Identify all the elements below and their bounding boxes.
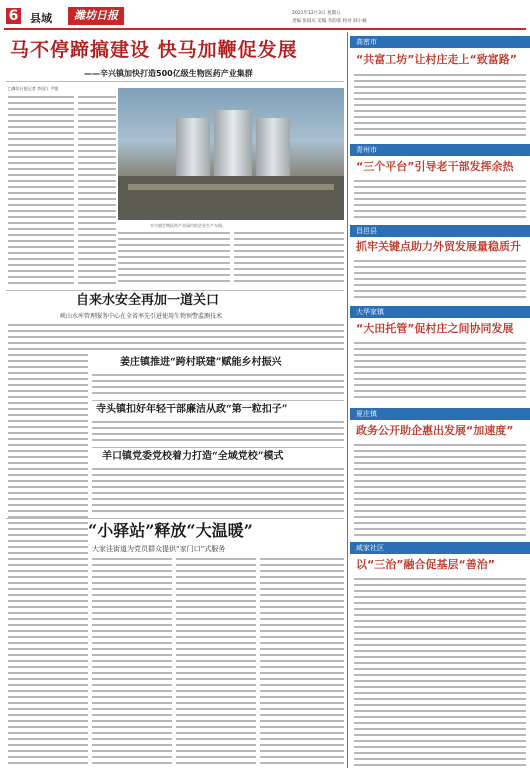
article-4-body <box>92 466 344 514</box>
lead-photo <box>118 88 344 220</box>
sidebar-title-5: 政务公开助企惠出发展“加速度” <box>356 424 514 437</box>
sidebar-body-1 <box>354 72 526 138</box>
lead-photo-caption: 辛兴镇生物医药产业园内的企业生产车间。 <box>150 223 226 228</box>
article-2-body <box>92 372 344 396</box>
sidebar-body-4 <box>354 340 526 400</box>
article-5-subtitle: 大家洼街道为党员群众提供“家门口”式服务 <box>92 545 226 553</box>
article-divider-5 <box>6 518 344 519</box>
masthead-rule <box>4 28 526 30</box>
date-line: 2021年12月3日 星期五 <box>292 11 341 16</box>
article-3-body <box>92 419 344 443</box>
pipe-rack <box>128 184 334 190</box>
sidebar-title-4: “大田托管”促村庄之间协同发展 <box>356 322 514 335</box>
sidebar-body-3 <box>354 258 526 302</box>
sidebar-body-5 <box>354 442 526 536</box>
article-1-title: 自来水安全再加一道关口 <box>76 293 220 308</box>
article-3-title: 寺头镇扣好年轻干部廉洁从政“第一粒扣子” <box>96 404 288 415</box>
article-divider-1 <box>6 290 344 291</box>
article-divider-4 <box>92 447 344 448</box>
sidebar-section-3: 昌邑县 <box>350 225 530 237</box>
lead-body-col3 <box>118 230 230 286</box>
sidebar-section-2: 青州市 <box>350 144 530 156</box>
sidebar-title-1: “共富工坊”让村庄走上“致富路” <box>356 53 517 66</box>
article-5-col2 <box>92 556 172 768</box>
article-5-col1 <box>8 556 88 768</box>
sidebar-section-4: 大华家镇 <box>350 306 530 318</box>
article-5-title: “小驿站”释放“大温暖” <box>88 521 253 540</box>
sidebar-title-3: 抓牢关键点助力外贸发展量稳质升 <box>356 240 521 253</box>
sidebar-section-6: 咸家社区 <box>350 542 530 554</box>
lead-body-col4 <box>234 230 344 286</box>
sidebar-body-2 <box>354 178 526 220</box>
sidebar-section-1: 高密市 <box>350 36 530 48</box>
lead-title: 马不停蹄搞建设 快马加鞭促发展 <box>10 39 298 61</box>
lead-body-col1 <box>8 94 74 286</box>
article-5-col3 <box>176 556 256 768</box>
article-5-col4 <box>260 556 344 768</box>
lead-byline: □潍坊日报记者 李国江 尹俊 <box>8 86 59 91</box>
article-divider-3 <box>92 400 344 401</box>
factory-building <box>118 176 344 220</box>
sidebar-section-5: 夏庄镇 <box>350 408 530 420</box>
lead-body-col2 <box>78 94 116 286</box>
article-1-body <box>8 322 344 350</box>
editors-line: 责编 张绍庆 美编 李韵霏 校对 韩小楠 <box>292 19 367 24</box>
article-2-title: 姜庄镇推进“跨村联建”赋能乡村振兴 <box>120 357 282 368</box>
sidebar-title-2: “三个平台”引导老干部发挥余热 <box>356 160 514 173</box>
section-label: 县域 <box>30 12 52 25</box>
sidebar-body-6 <box>354 576 526 768</box>
lead-divider <box>6 81 344 82</box>
sidebar-title-6: 以“三治”融合促基层“善治” <box>356 558 495 571</box>
masthead <box>0 0 530 30</box>
article-1-subtitle: 峡山水库管理服务中心在全省率先引进使用生物预警监测技术 <box>60 313 223 320</box>
paper-name: 潍坊日报 <box>68 7 124 25</box>
sidebar-border <box>347 32 348 768</box>
page-number: 6 <box>8 8 19 24</box>
article-4-title: 羊口镇党委党校着力打造“全域党校”模式 <box>102 451 284 462</box>
lead-subtitle: ——辛兴镇加快打造500亿级生物医药产业集群 <box>84 69 253 78</box>
